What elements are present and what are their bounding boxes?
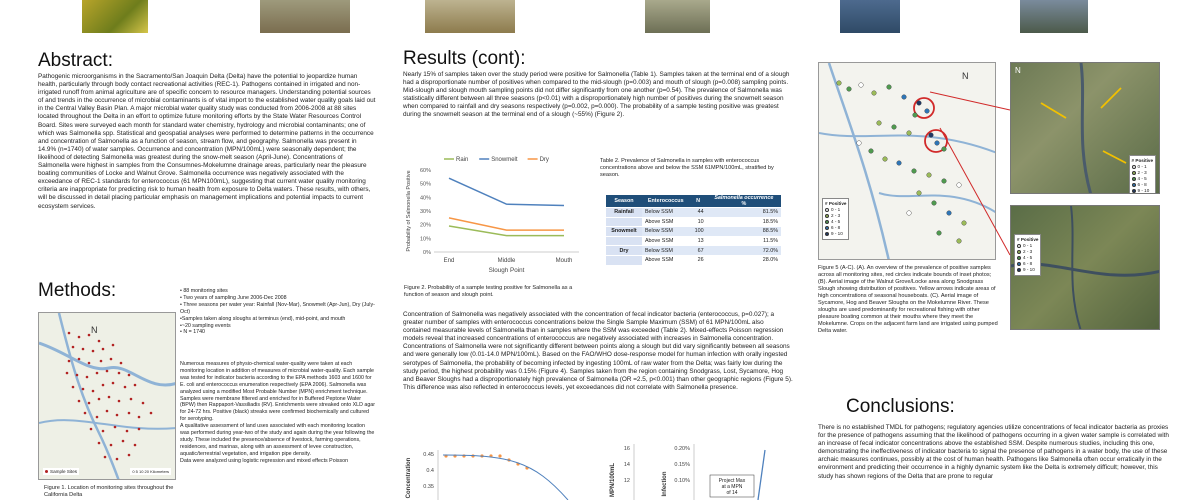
sample-site-dot	[116, 458, 119, 461]
conclusions-heading: Conclusions:	[846, 396, 955, 417]
sample-site-dot	[98, 398, 101, 401]
table-row	[606, 255, 781, 265]
legend-label: 9 - 10	[1137, 188, 1150, 193]
fig4-curve	[758, 450, 765, 500]
sample-site-dot	[98, 442, 101, 445]
positive-site-dot	[902, 95, 907, 100]
legend-title: # Positive	[825, 201, 847, 206]
sample-site-dot	[116, 414, 119, 417]
sample-site-dot	[126, 430, 129, 433]
svg-text:N: N	[1015, 66, 1021, 75]
series-line-snowmelt	[449, 178, 564, 205]
conclusions-text: There is no established TMDL for pathogens; regulatory agencies utilize concentrations of fecal indicator bacteria as proxies for the presence of pathogens assuming that the likelihood of pathogens occurring in a given water sample is correlated with an increase of fecal indicator concentrations above the established SSM. Despite numerous studies, including this one, demonstrating the ineffectiveness of indicator bacteria to signal the presence of pathogens in a water body, the use of these archaic measures continues, possibly at the cost of human health. Pathogens like Salmonella often occur erratically in the environment and predicting their occurrence in a highly dynamic system like the Delta is extremely difficult; however, this study has shown regions of the Delta that are prone to regular	[818, 424, 1169, 480]
sample-site-dot	[86, 376, 89, 379]
col-enterococcus: Enterococcus	[642, 195, 690, 208]
methods-para-1: A qualitative assessment of land uses associated with each monitoring location was performed during year-two of the study and again during the year following the study. These included the presence/absence of livestock, farming operations, residences, and marinas, along with an assessment of levee construction, aquatic/terrestrial vegetation, and irrigation pipe density.	[180, 423, 375, 457]
table-n-cell: 10	[690, 217, 707, 227]
map5b-legend	[1129, 155, 1156, 194]
sample-site-dot	[128, 374, 131, 377]
legend-b-title: # Positive	[1131, 158, 1153, 163]
sample-site-dot	[96, 372, 99, 375]
legend-swatch	[1132, 177, 1136, 181]
sample-site-dot	[88, 402, 91, 405]
sample-site-dot	[142, 402, 145, 405]
sample-site-dot	[100, 360, 103, 363]
table-n-cell: 100	[690, 227, 707, 237]
sample-site-dot	[102, 384, 105, 387]
table-group-cell: Above SSM	[642, 236, 690, 246]
legend-dry: Dry	[539, 157, 549, 163]
fig4-right-tick: 0.15%	[674, 462, 690, 468]
y-tick-label: 0%	[423, 250, 431, 256]
legend-label: 6 - 8	[1023, 261, 1033, 266]
table-row	[606, 208, 781, 218]
positive-site-dot	[877, 121, 882, 126]
sample-site-dot	[72, 346, 75, 349]
y-tick-label: 20%	[419, 222, 431, 229]
sample-site-dot	[72, 386, 75, 389]
map5a-legend	[822, 198, 849, 240]
methods-bullets	[180, 288, 375, 336]
photo-boat	[840, 0, 900, 33]
bullet-1: • Two years of sampling June 2006-Dec 2008	[180, 294, 287, 301]
fig3-y-tick: 0.4	[426, 468, 434, 474]
legend-swatch	[1132, 171, 1136, 175]
table-n-cell: 44	[690, 208, 707, 218]
col-pct	[707, 195, 781, 208]
fig4-y-label-right: Infection	[662, 471, 668, 497]
sample-site-dot	[108, 396, 111, 399]
x-tick-label: End	[443, 258, 455, 264]
table-group-cell: Below SSM	[642, 227, 690, 237]
sample-site-dot	[76, 374, 79, 377]
y-tick-label: 30%	[419, 209, 431, 215]
table-row	[606, 217, 781, 227]
map-scale: 0 5 10 20 Kilometers	[132, 469, 169, 474]
sample-site-dot	[118, 400, 121, 403]
results-intro: Nearly 15% of samples taken over the study period were positive for Salmonella (Table 1). Samples taken at the terminal end of a slough had a disproportionate number of positives when compared to the mid-slough (p=0.003) and mouth of slough (p=0.008) sampling points. Mid-slough and slough mouth sampling points did not differ significantly from one another (p=0.54). The prevalence of Salmonella was statistically different between all three seasons (p<0.01) with a disproportionately high number of positives during the snowmelt season when compared to rainfall and dry seasons respectively (p=0.002, p=0.000). The probability of a sample testing positive was greatest during the snowmelt season at the terminal end of a slough (~55%) (Figure 2).	[403, 71, 790, 119]
bullet-4: •~20 sampling events	[180, 322, 231, 329]
table-season-cell: Dry	[606, 246, 642, 256]
sample-site-dot	[68, 360, 71, 363]
fig3-y-tick: 0.45	[423, 452, 434, 458]
table-pct-cell: 18.5%	[707, 217, 781, 227]
bullet-5: • N = 1740	[180, 329, 205, 336]
y-axis-label: Probability of Salmonella Positive	[406, 170, 412, 252]
legend-label: 6 - 8	[831, 225, 841, 230]
sample-site-dot	[106, 370, 109, 373]
table-group-cell: Above SSM	[642, 255, 690, 265]
sample-site-dot	[90, 428, 93, 431]
positive-site-dot	[859, 83, 864, 88]
legend-item	[1132, 188, 1153, 194]
y-tick-label: 10%	[419, 236, 431, 243]
col-salmonella: Salmonella occurrence	[714, 195, 774, 201]
photo-levee	[260, 0, 350, 33]
bullet-2: • Three seasons per water year: Rainfall (Nov-Mar), Snowmelt (Apr-Jun), Dry (July-Oct)	[180, 301, 375, 315]
photo-cattle	[425, 0, 515, 33]
fig4-right-tick: 0.20%	[674, 446, 690, 452]
results-para2: Concentration of Salmonella was negatively associated with the concentration of fecal indicator bacteria (enterococcus, p=0.027); a greater number of samples with enterococcus concentrations below the Single Sample Maximum (SSM) of 61 MPN/100mL also contained measurable levels of Salmonella than in samples where the SSM was exceeded (Table 2). Mixed-effects Poisson regression models reveal that increased concentrations of enterococcus are negatively associated with increases in Salmonella concentration. Concentrations of Salmonella were not significantly different between points along a slough but did vary significantly between all seasons and were generally low (0.01-14.0 MPN/100mL). Based on the FAO/WHO dose-response model for human infection with orally ingested serotypes of Salmonella, the probability of becoming infected by ingesting 100mL of raw water from the Delta; was fairly low during the study period, the highest probability was 0.15% (Figure 4). Samples taken from the region containing Snodgrass, Lost, Sycamore, Hog and Beaver Sloughs had a disproportionately high prevalence of Salmonella (OR =2.5, p<0.001) than other geographic regions (Figure 5). This difference was also reflected in enterococcus levels, yet exceedances did not correlate with Salmonella presence.	[403, 311, 793, 391]
legend-label: 6 - 8	[1137, 182, 1147, 187]
methods-paragraphs	[180, 361, 375, 465]
delta-map-svg	[39, 313, 176, 480]
table-pct-cell: 88.5%	[707, 227, 781, 237]
fig4-annotation-text: Project Max	[718, 478, 746, 484]
table-n-cell: 13	[690, 236, 707, 246]
sample-site-dot	[102, 348, 105, 351]
positive-site-dot	[907, 211, 912, 216]
sample-site-dot	[84, 412, 87, 415]
sample-site-dot	[78, 336, 81, 339]
legend-label: 9 - 10	[1023, 267, 1035, 272]
y-tick-label: 50%	[419, 181, 431, 188]
sample-site-dot	[138, 416, 141, 419]
legend-label: 4 - 5	[1137, 176, 1147, 181]
fig3-chart	[404, 444, 590, 500]
positive-site-dot	[883, 157, 888, 162]
fig3-point	[498, 454, 501, 457]
legend-label: 0 - 1	[831, 207, 841, 212]
sample-site-dot	[150, 412, 153, 415]
sample-site-dot	[122, 440, 125, 443]
legend-item	[825, 231, 846, 237]
sample-site-dot	[98, 340, 101, 343]
y-tick-label: 60%	[419, 168, 431, 174]
sample-site-dot	[88, 334, 91, 337]
fig4-y-label-left: MPN/100mL	[610, 462, 616, 498]
sample-site-dot	[134, 444, 137, 447]
x-tick-label: Mouth	[555, 258, 573, 264]
positive-site-dot	[892, 125, 897, 130]
sample-site-dot	[106, 410, 109, 413]
legend-rain: Rain	[456, 157, 469, 163]
results-heading: Results (cont):	[403, 48, 526, 69]
legend-swatch	[825, 220, 829, 224]
legend-label: 2 - 3	[1137, 170, 1147, 175]
table-header-row	[606, 195, 781, 208]
positive-site-dot	[907, 131, 912, 136]
fig4-annotation-text: of 14	[726, 490, 738, 496]
col-pct-label: %	[741, 201, 747, 207]
positive-site-dot	[837, 81, 842, 86]
legend-snowmelt: Snowmelt	[491, 157, 518, 163]
sample-site-dot	[120, 362, 123, 365]
sample-site-dot	[130, 398, 133, 401]
fig4-annotation-text: at a MPN	[721, 484, 743, 490]
table-row	[606, 236, 781, 246]
photo-water	[645, 0, 710, 33]
legend-label: 2 - 3	[831, 213, 841, 218]
table-season-cell	[606, 236, 642, 246]
sample-site-dot	[82, 388, 85, 391]
fig4-left-tick: 14	[623, 462, 630, 468]
legend-c-title: # Positive	[1017, 237, 1039, 242]
sample-site-dot	[114, 426, 117, 429]
sample-site-dot	[138, 428, 141, 431]
abstract-heading: Abstract:	[38, 50, 113, 71]
table-group-cell: Below SSM	[642, 246, 690, 256]
fig4-chart	[600, 440, 790, 500]
svg-text:N: N	[91, 325, 98, 335]
table-season-cell: Snowmelt	[606, 227, 642, 237]
y-tick-label: 40%	[419, 195, 431, 202]
fig5-caption: Figure 5 (A-C). (A). An overview of the prevalence of positive samples across all monitoring sites, red circles indicate bounds of inset photos; (B). Aerial image of the Walnut Grove/Locke area along Snodgrass Slough showing distribution of positives. Yellow arrows indicate areas of high concentrations of seasonal houseboats. (C). Aerial image of Sycamore, Hog and Beaver Sloughs on the Mokelumne River. These sloughs are used predominantly for recreational fishing with other pleasure boating common at their mouths where they meet the Mokelumne. Crops on the adjacent farm land are irrigated using pumped Delta water.	[818, 265, 998, 334]
sample-site-dot	[124, 386, 127, 389]
sample-site-dot	[66, 372, 69, 375]
sample-site-dot	[128, 412, 131, 415]
fig2-caption: Figure 2. Probability of a sample testing positive for Salmonella as a function of season and slough point.	[404, 285, 573, 298]
legend-label: 0 - 1	[1137, 164, 1147, 169]
fig4-left-tick: 12	[623, 478, 630, 484]
sample-site-dot	[104, 456, 107, 459]
fig1-caption: Figure 1. Location of monitoring sites throughout the California Delta	[44, 485, 174, 498]
positive-site-dot	[857, 141, 862, 146]
positive-site-dot	[869, 149, 874, 154]
bullet-0: • 88 monitoring sites	[180, 288, 228, 294]
table-pct-cell: 11.5%	[707, 236, 781, 246]
fig4-right-tick: 0.10%	[674, 478, 690, 484]
table-pct-cell: 28.0%	[707, 255, 781, 265]
legend-swatch	[825, 226, 829, 230]
methods-heading: Methods:	[38, 280, 117, 301]
table2-caption: Table 2. Prevalence of Salmonella in samples with enterococcus concentrations above and below the SSM 61MPN/100mL, stratified by season.	[600, 158, 774, 178]
positive-site-dot	[913, 113, 918, 118]
sample-site-dot	[110, 358, 113, 361]
sample-site-dot	[134, 384, 137, 387]
fig4-left-tick: 16	[623, 446, 630, 452]
fig3-fit-line	[443, 455, 568, 500]
table-season-cell	[606, 255, 642, 265]
map-legend-label: Sample Sites	[50, 469, 78, 474]
table-row	[606, 227, 781, 237]
legend-swatch	[825, 208, 829, 212]
methods-para-2: Data were analyzed using logistic regression and mixed effects Poisson	[180, 457, 349, 464]
photo-algae	[82, 0, 148, 33]
map-legend	[43, 468, 79, 475]
table-group-cell: Above SSM	[642, 217, 690, 227]
legend-swatch	[1132, 183, 1136, 187]
methods-map	[38, 312, 176, 480]
sample-site-dot	[112, 382, 115, 385]
sample-site-dot	[102, 430, 105, 433]
fig2-chart	[404, 152, 589, 280]
positive-site-dot	[872, 91, 877, 96]
col-season: Season	[606, 195, 642, 208]
table-group-cell: Below SSM	[642, 208, 690, 218]
col-n: N	[690, 195, 707, 208]
legend-swatch	[1132, 165, 1136, 169]
legend-swatch	[1132, 189, 1136, 193]
fig3-y-tick: 0.35	[423, 484, 434, 490]
svg-text:N: N	[962, 71, 969, 81]
legend-swatch	[825, 214, 829, 218]
sample-site-dot	[78, 400, 81, 403]
methods-para-0: Numerous measures of physio-chemical water-quality were taken at each monitoring location in addition of measures of microbial water-quality. Each sample was tested for indicator bacteria according to the EPA methods 1603 and 1600 for E. coli and enterococcus enumeration respectively (EPA 2006). Salmonella was analyzed using a modified Most Probable Number (MPN) enrichment technique. Samples were membrane filtered and enriched for in Buffered Peptone Water (BPW) then Rappaport-Vassiliadis (RV). Enrichments were streaked onto XLD agar for 24-72 hrs. Positive (black) streaks were confirmed biochemically and cultured for serotyping.	[180, 361, 375, 423]
table-season-cell: Rainfall	[606, 208, 642, 218]
sample-site-dot	[68, 332, 71, 335]
sample-site-dot	[112, 344, 115, 347]
table-pct-cell: 81.5%	[707, 208, 781, 218]
abstract-text: Pathogenic microorganisms in the Sacramento/San Joaquin Delta (Delta) have the potential to jeopardize human health, particularly through body contact recreational activities (REC-1). Pathogens contained in irrigated and non-irrigated runoff from animal agriculture are of specific concern to resource managers. Understanding potential sources of and trends in the occurrence of microbial contaminants is of vital import to the established water quality goals laid out in the Central Valley Basin Plan. A major microbial water quality study was conducted from 2006-2008 at 88 sites located throughout the Delta in an effort to optimize future monitoring efforts by the State Water Resources Control Board. Sites were surveyed each month for standard water chemistry, hydrology and microbial contaminants; one of which was Salmonella spp. Statistical and geospatial analyses were performed to determine patterns in the occurrence and concentration of Salmonella as a function of season, stream flow, and geography. Salmonella was present in 14.9% (n=1740) of water samples. Occurrence and concentration (MPN/100mL) were seasonally dependent; the likelihood of detecting Salmonella was greatest during the snow-melt season (April-June). Concentrations of Salmonella were highest in samples from the Consumnes-Mokelumne drainage areas, particularly near the pleasure boating communities of Locke and Walnut Grove. Salmonella occurrence was negatively associated with the exceedance of REC-1 standards for enterococcus (61 MPN100mL), suggesting that current water quality monitoring criteria are inappropriate for predicting risk to human health from exposure to Delta waters. These results, with others, will be discussed in detail placing particular emphasis on management implications and potential impacts to current ecosystem services.	[38, 73, 376, 210]
prevalence-table	[606, 195, 781, 266]
positive-site-dot	[847, 87, 852, 92]
legend-swatch	[825, 232, 829, 236]
positive-site-dot	[887, 85, 892, 90]
x-tick-label: Middle	[497, 258, 516, 264]
photo-fisherman	[1020, 0, 1088, 33]
sample-site-dot	[96, 416, 99, 419]
legend-label: 0 - 1	[1023, 243, 1033, 248]
sample-site-dot	[110, 444, 113, 447]
positive-site-dot	[897, 161, 902, 166]
legend-label: 4 - 5	[831, 219, 841, 224]
table-season-cell	[606, 217, 642, 227]
sample-site-dot	[88, 362, 91, 365]
legend-label: 2 - 3	[1023, 249, 1033, 254]
positive-site-dot	[912, 169, 917, 174]
table-row	[606, 246, 781, 256]
sample-site-dot	[92, 350, 95, 353]
legend-label: 9 - 10	[831, 231, 843, 236]
sample-site-dot	[118, 372, 121, 375]
sample-site-dot	[78, 358, 81, 361]
sample-site-dot	[82, 348, 85, 351]
bullet-3: •Samples taken along sloughs at terminus (end), mid-point, and mouth	[180, 315, 346, 322]
x-axis-label: Slough Point	[488, 267, 525, 274]
table-n-cell: 67	[690, 246, 707, 256]
fig3-y-label: Concentration	[406, 457, 412, 499]
table-pct-cell: 72.0%	[707, 246, 781, 256]
table-n-cell: 26	[690, 255, 707, 265]
sample-site-dot	[92, 390, 95, 393]
legend-label: 4 - 5	[1023, 255, 1033, 260]
sample-site-dot	[128, 454, 131, 457]
